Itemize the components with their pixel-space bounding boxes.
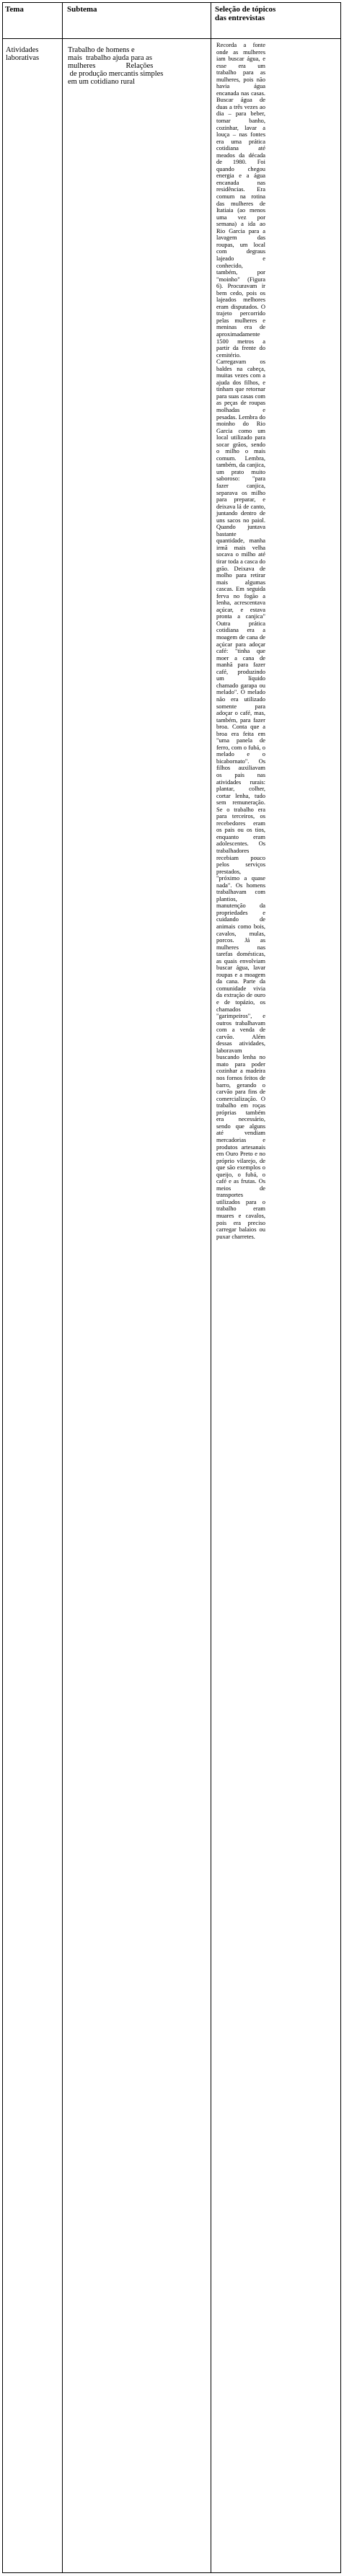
header-selecao: Seleção de tópicos das entrevistas — [215, 5, 276, 22]
subtema-line: de produção mercantis simples — [68, 70, 164, 78]
cell-selecao-topicos: Recorda a fonte onde as mulheres iam buscar água, e esse era um trabalho para as mulheres, pois não havia água encanada nas casas. Buscar água de duas a três vezes ao dia – para beber, tomar banho, cozinhar, lavar a louça – nas fontes era uma prática cotidiana até meados da década de 1980. Foi quando chegou energia e a água encanada nas residências. Era comum na rotina das mulheres de Itatiaia (ao menos uma vez por semana) a ida ao Rio Garcia para a lavagem das roupas, um local com degraus lajeado e conhecido, também, por "moinho" (Figura 6). Procuravam ir bem cedo, pois os lajeados melhores eram disputados. O trajeto percorrido pelas mulheres e meninas era de aproximadamente 1500 metros a partir da frente do cemitério. Carregavam os baldes na cabeça, muitas vezes com a ajuda dos filhos, e tinham que retornar para suas casas com as peças de roupas molhadas e pesadas. Lembra do moinho do Rio Garcia como um local utilizado para socar grãos, sendo o milho o mais comum. Lembra, também, da canjica, um prato muito saboroso: "para fazer canjica, separava os milho para preparar, e deixava lá de canto, juntando dentro de uns sacos no paiol. Quando juntava bastante quantidade, manha irmã mais velha socava o milho até tirar toda a casca do grão. Deixava de molho para retirar mais algumas cascas. Em seguida ferva no fogão a lenha, acrescentava açúcar, e estava pronta a canjica" Outra prática cotidiana era a moagem de cana de açúcar para adoçar café: "tinha que moer a cana de manhã para fazer café, produzindo um líquido chamado garapa ou melado". O melado não era utilizado somente para adoçar o café, mas, também, para fazer broa. Conta que a broa era feita em "uma panela de ferro, com o fubá, o melado e o bicabornato". Os filhos auxiliavam os pais nas atividades rurais: plantar, colher, cortar lenha, tudo sem remuneração. Se o trabalho era para terceiros, os recebedores eram os pais ou os tios, enquanto eram adolescentes. Os trabalhadores recebiam pouco pelos serviços prestados, "próximo a quase nada". Os homens trabalhavam com plantios, manutenção da propriedades e cuidando de animais como bois, cavalos, mulas, porcos. Já as mulheres nas tarefas domésticas, as quais envolviam buscar água, lavar roupas e a moagem da cana. Parte da comunidade vivia da extração de ouro e de topázio, os chamados "garimpeiros", e outros trabalhavam com a venda de carvão. Além dessas atividades, laboravam buscando lenha no mato para poder cozinhar a madeira nos fornos feitos de barro, gerando o carvão para fins de comercialização. O trabalho em roças próprias também era necessário, sendo que alguns até vendiam mercadorias e produtos artesanais em Ouro Preto e no próprio vilarejo, de que são exemplos o queijo, o fubá, o café e as frutas. Os meios de transportes utilizados para o trabalho eram muares e cavalos, pois era preciso carregar balaios ou puxar charretes. — [216, 41, 265, 1240]
subtema-line: mulheres Relações — [68, 62, 154, 70]
header-divider — [3, 38, 340, 39]
subtema-line: Trabalho de homens e — [68, 46, 135, 54]
column-divider-1 — [62, 3, 63, 2572]
header-tema: Tema — [5, 5, 24, 14]
subtema-line: em um cotidiano rural — [68, 78, 136, 86]
topics-table — [2, 2, 341, 2573]
cell-subtema — [68, 46, 212, 86]
subtema-line: mais trabalho ajuda para as — [68, 54, 152, 62]
cell-tema: Atividades laborativas — [6, 46, 40, 62]
header-subtema: Subtema — [67, 5, 97, 14]
